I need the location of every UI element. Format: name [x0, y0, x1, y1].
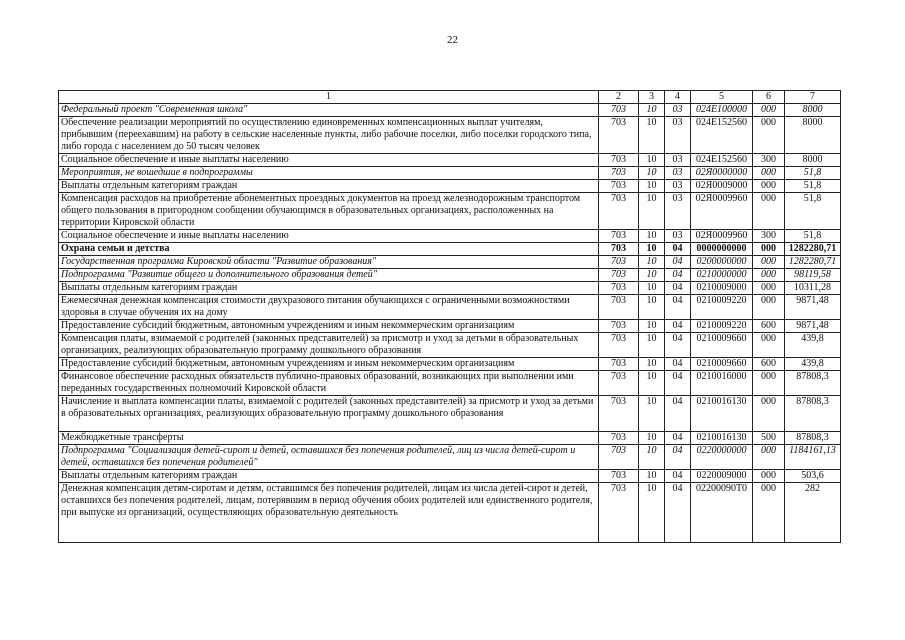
row-amount-cell: 8000 [785, 104, 841, 117]
row-code-3-cell: 10 [639, 104, 665, 117]
row-code-4-cell: 04 [665, 483, 691, 543]
table-row [59, 432, 841, 445]
row-code-5-cell: 0220009000 [691, 470, 753, 483]
row-code-5-cell: 0210016130 [691, 432, 753, 445]
row-code-6-cell: 600 [753, 358, 785, 371]
table-header-row [59, 91, 841, 104]
table-row [59, 167, 841, 180]
row-name-cell: Компенсация платы, взимаемой с родителей (законных представителей) за присмотр и уход за детьми в образовательных организациях, реализующих образовательную программу дошкольного образования [59, 333, 599, 358]
row-code-4-cell: 04 [665, 282, 691, 295]
budget-table [58, 90, 841, 543]
row-name-cell: Выплаты отдельным категориям граждан [59, 282, 599, 295]
row-name-cell: Ежемесячная денежная компенсация стоимости двухразового питания обучающихся с ограниченными возможностями здоровья в случае обучения их на дому [59, 295, 599, 320]
row-code-2-cell: 703 [599, 371, 639, 396]
table-row [59, 230, 841, 243]
row-code-4-cell: 04 [665, 333, 691, 358]
row-code-4-cell: 03 [665, 193, 691, 230]
table-row [59, 295, 841, 320]
row-code-6-cell: 600 [753, 320, 785, 333]
row-code-5-cell: 0210016130 [691, 396, 753, 432]
row-code-5-cell: 0210016000 [691, 371, 753, 396]
row-name-cell: Компенсация расходов на приобретение абонементных проездных документов на проезд железнодорожным транспортом общего пользования в пригородном сообщении обучающимся в образовательных организациях, расположенных на территории Кировской области [59, 193, 599, 230]
row-amount-cell: 87808,3 [785, 396, 841, 432]
row-code-3-cell: 10 [639, 358, 665, 371]
row-name-cell: Денежная компенсация детям-сиротам и детям, оставшимся без попечения родителей, лицам из числа детей-сирот и детей, оставшихся без попечения родителей, лицам, потерявшим в период обучения обоих родителей или единственного родителя, при выпуске из организаций, осуществляющих образовательную деятельность [59, 483, 599, 543]
row-code-2-cell: 703 [599, 320, 639, 333]
row-code-2-cell: 703 [599, 295, 639, 320]
row-amount-cell: 439,8 [785, 358, 841, 371]
row-code-6-cell: 000 [753, 470, 785, 483]
row-code-3-cell: 10 [639, 371, 665, 396]
row-code-5-cell: 02200090Т0 [691, 483, 753, 543]
row-amount-cell: 503,6 [785, 470, 841, 483]
table-row [59, 282, 841, 295]
row-code-6-cell: 000 [753, 104, 785, 117]
row-code-2-cell: 703 [599, 396, 639, 432]
row-code-5-cell: 02Я0009000 [691, 180, 753, 193]
row-code-6-cell: 000 [753, 193, 785, 230]
table-row [59, 371, 841, 396]
row-code-3-cell: 10 [639, 256, 665, 269]
row-code-4-cell: 04 [665, 320, 691, 333]
row-code-2-cell: 703 [599, 483, 639, 543]
row-code-5-cell: 0210009220 [691, 295, 753, 320]
row-code-4-cell: 04 [665, 243, 691, 256]
table-row [59, 333, 841, 358]
row-code-4-cell: 04 [665, 396, 691, 432]
row-code-6-cell: 000 [753, 167, 785, 180]
row-code-2-cell: 703 [599, 432, 639, 445]
row-code-2-cell: 703 [599, 167, 639, 180]
row-code-2-cell: 703 [599, 256, 639, 269]
row-code-5-cell: 024E152560 [691, 154, 753, 167]
row-amount-cell: 98119,58 [785, 269, 841, 282]
row-code-6-cell: 000 [753, 295, 785, 320]
row-amount-cell: 1282280,71 [785, 243, 841, 256]
row-code-4-cell: 04 [665, 432, 691, 445]
row-code-5-cell: 0210009220 [691, 320, 753, 333]
row-code-3-cell: 10 [639, 154, 665, 167]
row-code-3-cell: 10 [639, 333, 665, 358]
row-name-cell: Обеспечение реализации мероприятий по осуществлению единовременных компенсационных выплат учителям, прибывшим (переехавшим) на работу в сельские населенные пункты, либо рабочие поселки, либо поселки городского типа, либо города с населением до 50 тысяч человек [59, 117, 599, 154]
row-code-5-cell: 0210000000 [691, 269, 753, 282]
row-amount-cell: 9871,48 [785, 295, 841, 320]
row-code-6-cell: 300 [753, 230, 785, 243]
row-name-cell: Финансовое обеспечение расходных обязательств публично-правовых образований, возникающих при выполнении ими переданных государственных полномочий Кировской области [59, 371, 599, 396]
row-code-5-cell: 0210009000 [691, 282, 753, 295]
row-code-6-cell: 000 [753, 396, 785, 432]
row-amount-cell: 10311,28 [785, 282, 841, 295]
header-col-4: 4 [665, 91, 691, 104]
row-code-3-cell: 10 [639, 483, 665, 543]
table-row [59, 483, 841, 543]
row-code-6-cell: 000 [753, 269, 785, 282]
table-row [59, 117, 841, 154]
row-code-5-cell: 0210009660 [691, 358, 753, 371]
row-amount-cell: 51,8 [785, 180, 841, 193]
row-name-cell: Начисление и выплата компенсации платы, взимаемой с родителей (законных представителей) за присмотр и уход за детьми в образовательных организациях, реализующих образовательную программу дошкольного образования [59, 396, 599, 432]
row-code-5-cell: 0200000000 [691, 256, 753, 269]
row-name-cell: Государственная программа Кировской области "Развитие образования" [59, 256, 599, 269]
row-code-4-cell: 03 [665, 180, 691, 193]
table-row [59, 154, 841, 167]
row-name-cell: Выплаты отдельным категориям граждан [59, 180, 599, 193]
row-code-6-cell: 500 [753, 432, 785, 445]
row-name-cell: Социальное обеспечение и иные выплаты населению [59, 230, 599, 243]
row-amount-cell: 8000 [785, 117, 841, 154]
row-code-4-cell: 03 [665, 104, 691, 117]
row-code-5-cell: 024E100000 [691, 104, 753, 117]
row-amount-cell: 9871,48 [785, 320, 841, 333]
row-code-4-cell: 04 [665, 358, 691, 371]
row-amount-cell: 1282280,71 [785, 256, 841, 269]
row-code-3-cell: 10 [639, 167, 665, 180]
row-code-3-cell: 10 [639, 432, 665, 445]
row-code-2-cell: 703 [599, 193, 639, 230]
header-col-1: 1 [59, 91, 599, 104]
table-row [59, 470, 841, 483]
row-name-cell: Подпрограмма "Социализация детей-сирот и детей, оставшихся без попечения родителей, лиц из числа детей-сирот и детей, оставшихся без попечения родителей" [59, 445, 599, 470]
row-code-3-cell: 10 [639, 180, 665, 193]
row-code-6-cell: 000 [753, 256, 785, 269]
row-code-3-cell: 10 [639, 117, 665, 154]
row-code-3-cell: 10 [639, 282, 665, 295]
row-code-3-cell: 10 [639, 320, 665, 333]
row-code-5-cell: 0220000000 [691, 445, 753, 470]
row-code-2-cell: 703 [599, 104, 639, 117]
row-name-cell: Предоставление субсидий бюджетным, автономным учреждениям и иным некоммерческим организациям [59, 358, 599, 371]
row-amount-cell: 87808,3 [785, 371, 841, 396]
row-code-3-cell: 10 [639, 295, 665, 320]
table-row [59, 320, 841, 333]
row-code-2-cell: 703 [599, 269, 639, 282]
row-code-6-cell: 300 [753, 154, 785, 167]
table-row [59, 269, 841, 282]
row-code-4-cell: 03 [665, 154, 691, 167]
row-code-6-cell: 000 [753, 282, 785, 295]
row-code-6-cell: 000 [753, 483, 785, 543]
table-row [59, 396, 841, 432]
row-amount-cell: 282 [785, 483, 841, 543]
table-row [59, 256, 841, 269]
row-name-cell: Выплаты отдельным категориям граждан [59, 470, 599, 483]
row-code-2-cell: 703 [599, 180, 639, 193]
row-name-cell: Подпрограмма "Развитие общего и дополнительного образования детей" [59, 269, 599, 282]
row-code-6-cell: 000 [753, 243, 785, 256]
row-code-5-cell: 024E152560 [691, 117, 753, 154]
row-code-3-cell: 10 [639, 470, 665, 483]
row-name-cell: Межбюджетные трансферты [59, 432, 599, 445]
row-code-4-cell: 04 [665, 445, 691, 470]
row-code-3-cell: 10 [639, 396, 665, 432]
row-name-cell: Охрана семьи и детства [59, 243, 599, 256]
row-code-2-cell: 703 [599, 282, 639, 295]
row-name-cell: Мероприятия, не вошедшие в подпрограммы [59, 167, 599, 180]
row-name-cell: Предоставление субсидий бюджетным, автономным учреждениям и иным некоммерческим организациям [59, 320, 599, 333]
row-code-2-cell: 703 [599, 243, 639, 256]
row-code-6-cell: 000 [753, 117, 785, 154]
table-row [59, 193, 841, 230]
row-code-2-cell: 703 [599, 445, 639, 470]
row-code-6-cell: 000 [753, 180, 785, 193]
row-code-3-cell: 10 [639, 230, 665, 243]
table-row [59, 243, 841, 256]
row-code-5-cell: 0210009660 [691, 333, 753, 358]
row-code-4-cell: 04 [665, 256, 691, 269]
row-code-3-cell: 10 [639, 445, 665, 470]
row-code-4-cell: 03 [665, 117, 691, 154]
row-code-2-cell: 703 [599, 358, 639, 371]
table-row [59, 104, 841, 117]
row-code-4-cell: 04 [665, 371, 691, 396]
row-amount-cell: 51,8 [785, 193, 841, 230]
row-code-4-cell: 04 [665, 295, 691, 320]
header-col-5: 5 [691, 91, 753, 104]
row-code-6-cell: 000 [753, 333, 785, 358]
row-name-cell: Федеральный проект "Современная школа" [59, 104, 599, 117]
row-amount-cell: 51,8 [785, 167, 841, 180]
row-code-4-cell: 03 [665, 167, 691, 180]
row-code-3-cell: 10 [639, 269, 665, 282]
row-code-2-cell: 703 [599, 333, 639, 358]
header-col-6: 6 [753, 91, 785, 104]
header-col-2: 2 [599, 91, 639, 104]
row-amount-cell: 439,8 [785, 333, 841, 358]
row-code-2-cell: 703 [599, 230, 639, 243]
row-code-6-cell: 000 [753, 445, 785, 470]
row-amount-cell: 8000 [785, 154, 841, 167]
row-code-2-cell: 703 [599, 470, 639, 483]
row-code-4-cell: 04 [665, 470, 691, 483]
row-code-4-cell: 03 [665, 230, 691, 243]
table-row [59, 180, 841, 193]
row-code-5-cell: 02Я0000000 [691, 167, 753, 180]
row-code-5-cell: 0000000000 [691, 243, 753, 256]
row-code-4-cell: 04 [665, 269, 691, 282]
row-code-3-cell: 10 [639, 193, 665, 230]
row-code-5-cell: 02Я0009960 [691, 230, 753, 243]
table-row [59, 358, 841, 371]
row-code-2-cell: 703 [599, 154, 639, 167]
row-name-cell: Социальное обеспечение и иные выплаты населению [59, 154, 599, 167]
row-code-5-cell: 02Я0009960 [691, 193, 753, 230]
row-amount-cell: 87808,3 [785, 432, 841, 445]
row-amount-cell: 51,8 [785, 230, 841, 243]
row-code-3-cell: 10 [639, 243, 665, 256]
row-code-2-cell: 703 [599, 117, 639, 154]
header-col-7: 7 [785, 91, 841, 104]
row-amount-cell: 1184161,13 [785, 445, 841, 470]
page-number: 22 [447, 34, 458, 46]
header-col-3: 3 [639, 91, 665, 104]
table-row [59, 445, 841, 470]
row-code-6-cell: 000 [753, 371, 785, 396]
